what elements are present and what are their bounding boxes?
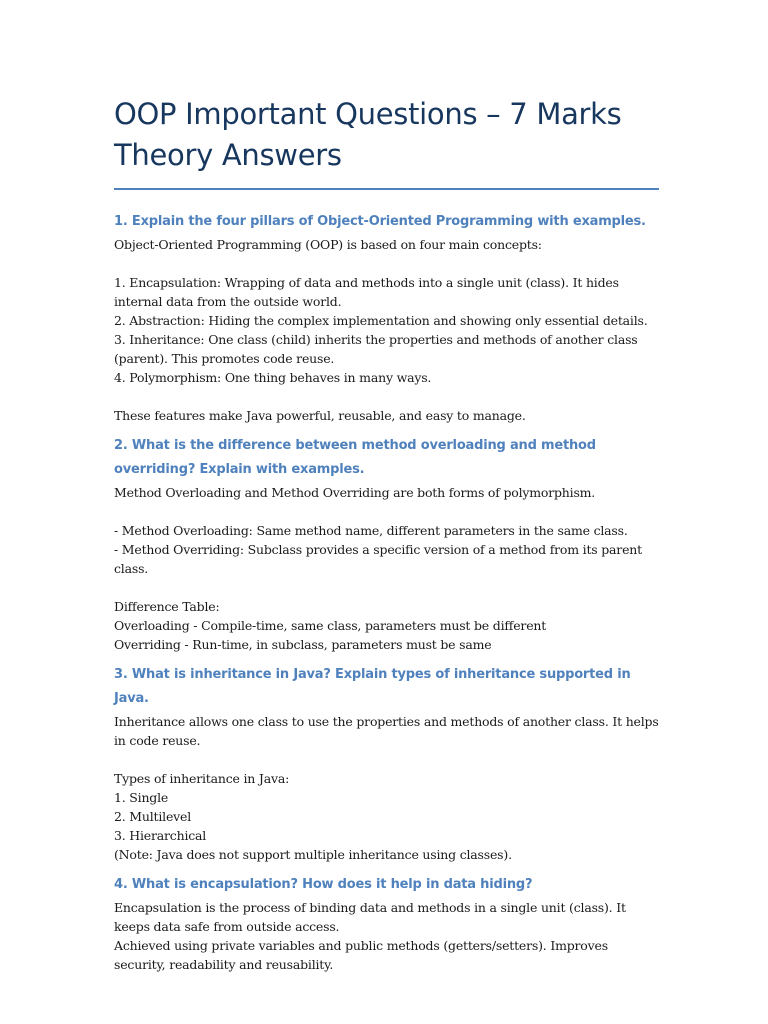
section-1-line: 2. Abstraction: Hiding the complex implementation and showing only essential details. xyxy=(114,313,648,328)
section-2-line: Difference Table: xyxy=(114,599,220,614)
section-1-line: These features make Java powerful, reusable, and easy to manage. xyxy=(114,408,526,423)
document-page xyxy=(114,94,663,974)
section-1-line xyxy=(114,254,659,273)
section-4 xyxy=(114,873,659,974)
section-3 xyxy=(114,663,663,864)
section-4-heading: 4. What is encapsulation? How does it help in data hiding? xyxy=(114,877,533,892)
section-4-line: Encapsulation is the process of binding data and methods in a single unit (class). It keeps data safe from outside access. xyxy=(114,900,630,934)
section-1-line: 3. Inheritance: One class (child) inherits the properties and methods of another class (parent). This promotes code reuse. xyxy=(114,332,642,366)
section-4-line: Achieved using private variables and public methods (getters/setters). Improves security, readability and reusability. xyxy=(114,938,612,972)
section-2-line xyxy=(114,502,659,521)
section-3-line: Inheritance allows one class to use the properties and methods of another class. It helps in code reuse. xyxy=(114,714,663,748)
section-2 xyxy=(114,434,659,654)
section-3-line: 3. Hierarchical xyxy=(114,828,207,843)
section-1-line xyxy=(114,387,659,406)
title-divider xyxy=(114,188,659,190)
section-1-heading: 1. Explain the four pillars of Object-Oriented Programming with examples. xyxy=(114,214,646,229)
section-3-line: Types of inheritance in Java: xyxy=(114,771,290,786)
section-3-line xyxy=(114,750,659,769)
section-2-line xyxy=(114,578,659,597)
section-3-line: 2. Multilevel xyxy=(114,809,192,824)
section-1-line: 4. Polymorphism: One thing behaves in many ways. xyxy=(114,370,432,385)
section-2-heading: 2. What is the difference between method overloading and method overriding? Explain with examples. xyxy=(114,438,596,477)
section-2-line: - Method Overloading: Same method name, different parameters in the same class. xyxy=(114,523,628,538)
section-3-line: 1. Single xyxy=(114,790,169,805)
section-2-line: Overriding - Run-time, in subclass, parameters must be same xyxy=(114,637,492,652)
section-3-line: (Note: Java does not support multiple inheritance using classes). xyxy=(114,847,512,862)
section-3-heading: 3. What is inheritance in Java? Explain types of inheritance supported in Java. xyxy=(114,667,631,706)
section-1-line: Object-Oriented Programming (OOP) is based on four main concepts: xyxy=(114,237,542,252)
section-1-line: 1. Encapsulation: Wrapping of data and methods into a single unit (class). It hides internal data from the outside world. xyxy=(114,275,623,309)
section-2-line: Overloading - Compile-time, same class, parameters must be different xyxy=(114,618,547,633)
section-1 xyxy=(114,210,659,425)
document-title: OOP Important Questions – 7 Marks Theory Answers xyxy=(114,97,622,172)
section-2-line: - Method Overriding: Subclass provides a specific version of a method from its parent class. xyxy=(114,542,646,576)
section-2-line: Method Overloading and Method Overriding are both forms of polymorphism. xyxy=(114,485,596,500)
